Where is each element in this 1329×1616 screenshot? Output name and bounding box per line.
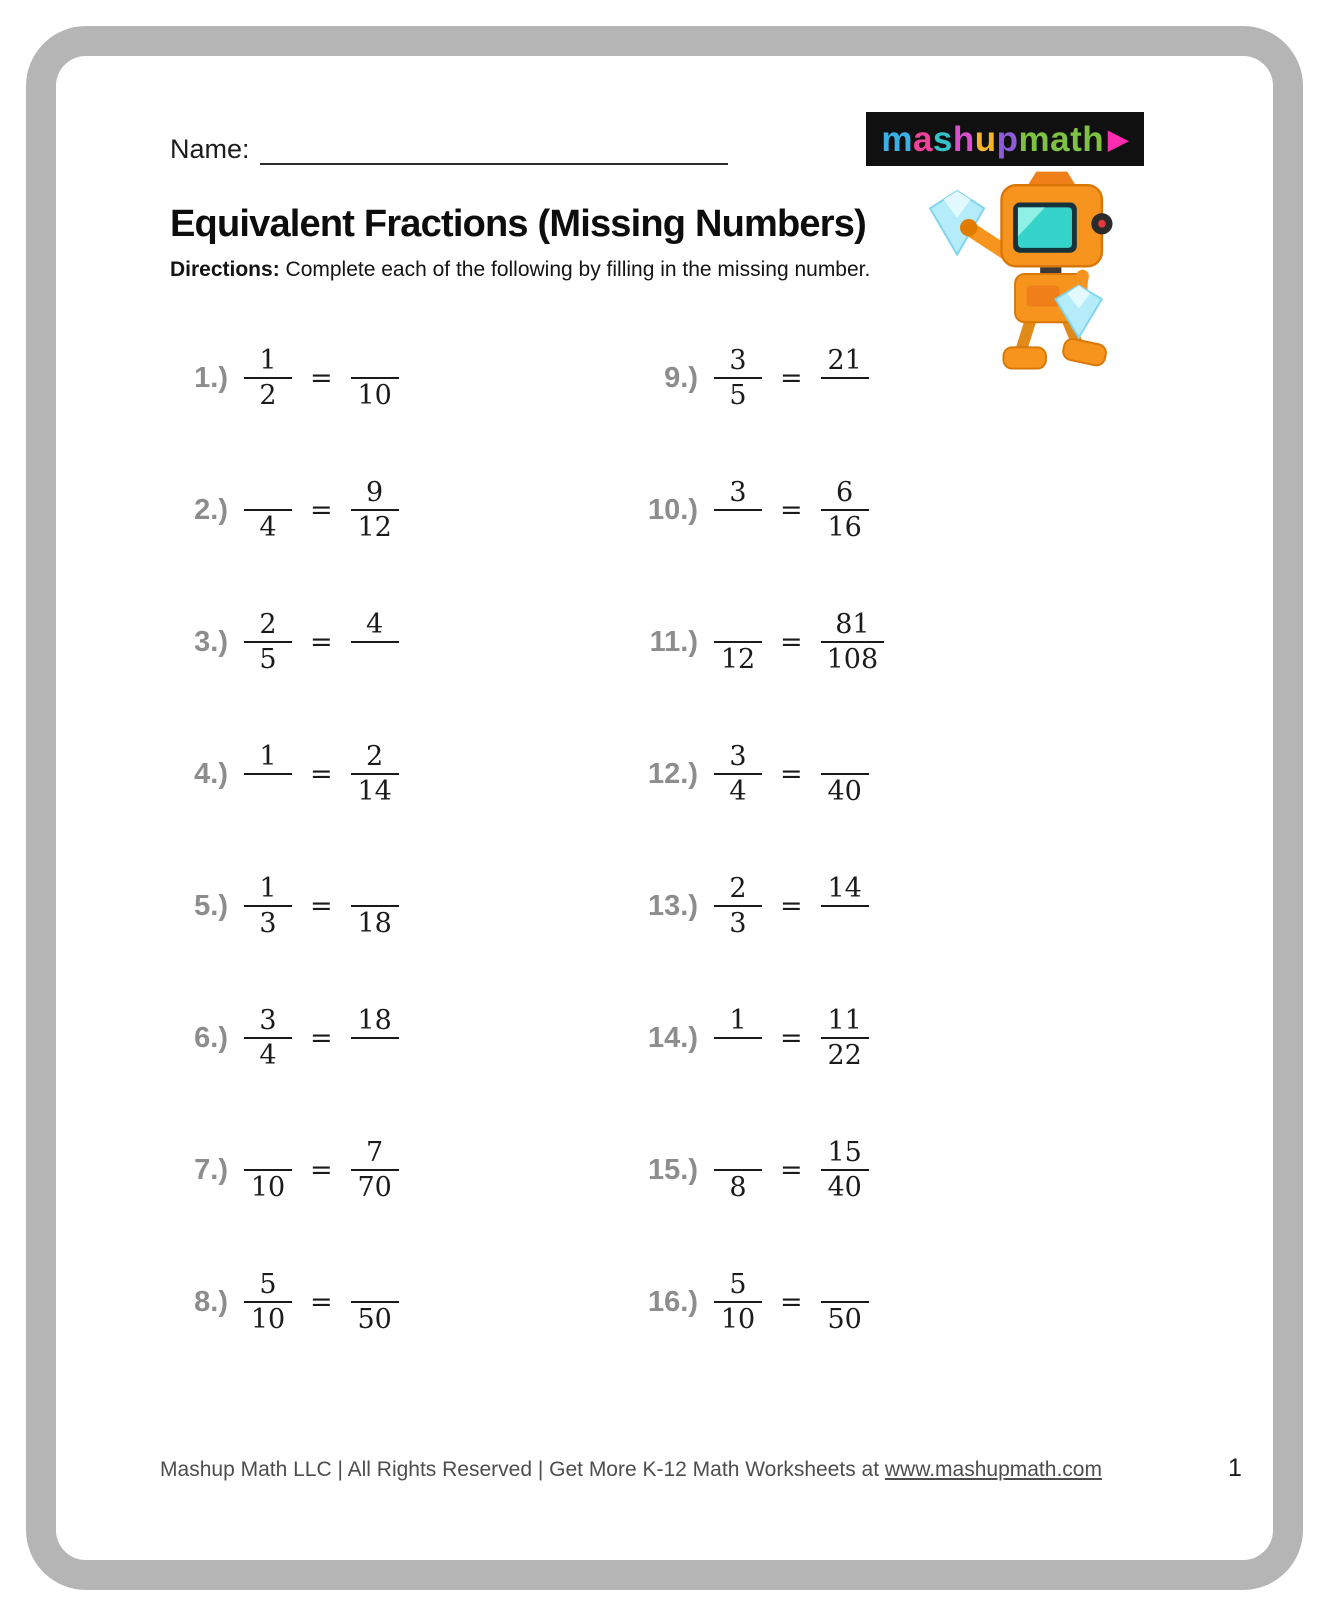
equals-sign: = bbox=[310, 362, 333, 394]
equals-sign: = bbox=[780, 362, 803, 394]
denominator: 4 bbox=[729, 775, 747, 807]
problem-number: 7.) bbox=[194, 1153, 228, 1186]
fraction-left bbox=[244, 476, 292, 544]
numerator: 3 bbox=[729, 344, 747, 376]
fraction-left bbox=[244, 872, 292, 940]
denominator-blank bbox=[839, 907, 851, 940]
numerator: 2 bbox=[259, 608, 277, 640]
problem-number: 6.) bbox=[194, 1021, 228, 1054]
denominator: 3 bbox=[729, 907, 747, 939]
fraction-left bbox=[244, 1136, 292, 1204]
numerator: 14 bbox=[827, 872, 862, 904]
problems-grid bbox=[150, 312, 1180, 1368]
numerator: 1 bbox=[259, 872, 277, 904]
denominator: 70 bbox=[357, 1171, 392, 1203]
numerator: 18 bbox=[357, 1004, 392, 1036]
directions-text: Complete each of the following by filling in the missing number. bbox=[279, 258, 871, 281]
problem-number: 1.) bbox=[194, 361, 228, 394]
numerator-blank bbox=[839, 1268, 851, 1301]
problem-13 bbox=[620, 840, 1180, 972]
fraction-right bbox=[821, 872, 869, 940]
fraction-left bbox=[714, 872, 762, 940]
numerator: 21 bbox=[827, 344, 862, 376]
play-icon: ▶ bbox=[1108, 124, 1129, 154]
fraction-left bbox=[244, 608, 292, 676]
numerator-blank bbox=[369, 872, 381, 905]
equals-sign: = bbox=[310, 626, 333, 658]
denominator: 5 bbox=[259, 643, 277, 675]
fraction-right bbox=[821, 608, 885, 676]
denominator: 10 bbox=[357, 379, 392, 411]
fraction-right bbox=[821, 740, 869, 808]
denominator: 40 bbox=[827, 775, 862, 807]
numerator-blank bbox=[732, 1136, 744, 1169]
name-label: Name: bbox=[170, 134, 250, 164]
numerator: 3 bbox=[259, 1004, 277, 1036]
fraction-left bbox=[244, 740, 292, 808]
numerator: 1 bbox=[259, 740, 277, 772]
fraction-right bbox=[351, 344, 399, 412]
fraction-right bbox=[351, 872, 399, 940]
logo-word-math: math bbox=[1018, 119, 1105, 159]
denominator: 14 bbox=[357, 775, 392, 807]
fraction-right bbox=[351, 740, 399, 808]
problem-number: 2.) bbox=[194, 493, 228, 526]
numerator: 81 bbox=[835, 608, 870, 640]
denominator: 18 bbox=[357, 907, 392, 939]
fraction-right bbox=[351, 608, 399, 676]
fraction-left bbox=[244, 1268, 292, 1336]
denominator: 50 bbox=[827, 1303, 862, 1335]
problem-number: 14.) bbox=[648, 1021, 698, 1054]
equals-sign: = bbox=[310, 494, 333, 526]
equals-sign: = bbox=[780, 1022, 803, 1054]
problem-16 bbox=[620, 1236, 1180, 1368]
denominator: 50 bbox=[357, 1303, 392, 1335]
fraction-right bbox=[821, 1136, 869, 1204]
denominator: 5 bbox=[729, 379, 747, 411]
mashupmath-logo bbox=[866, 112, 1144, 166]
equals-sign: = bbox=[780, 758, 803, 790]
equals-sign: = bbox=[780, 1154, 803, 1186]
logo-letter: h bbox=[952, 119, 975, 159]
denominator-blank bbox=[839, 379, 851, 412]
denominator-blank bbox=[369, 1039, 381, 1072]
numerator: 6 bbox=[836, 476, 854, 508]
problem-11 bbox=[620, 576, 1180, 708]
denominator: 10 bbox=[250, 1303, 286, 1335]
problem-10 bbox=[620, 444, 1180, 576]
fraction-left bbox=[244, 1004, 292, 1072]
problem-number: 16.) bbox=[648, 1285, 698, 1318]
name-blank-line bbox=[260, 135, 728, 165]
problem-8 bbox=[150, 1236, 620, 1368]
problem-9 bbox=[620, 312, 1180, 444]
problem-6 bbox=[150, 972, 620, 1104]
equals-sign: = bbox=[310, 1286, 333, 1318]
denominator: 4 bbox=[259, 1039, 277, 1071]
problem-number: 5.) bbox=[194, 889, 228, 922]
directions bbox=[170, 258, 870, 282]
problem-number: 9.) bbox=[664, 361, 698, 394]
numerator: 3 bbox=[729, 476, 747, 508]
problem-number: 4.) bbox=[194, 757, 228, 790]
problem-number: 3.) bbox=[194, 625, 228, 658]
numerator: 9 bbox=[366, 476, 384, 508]
numerator: 7 bbox=[366, 1136, 384, 1168]
fraction-right bbox=[821, 476, 869, 544]
numerator: 2 bbox=[729, 872, 747, 904]
denominator: 10 bbox=[720, 1303, 756, 1335]
problem-number: 13.) bbox=[648, 889, 698, 922]
logo-letter: s bbox=[932, 119, 953, 159]
denominator-blank bbox=[732, 1039, 744, 1072]
denominator: 22 bbox=[827, 1039, 862, 1071]
numerator-blank bbox=[369, 1268, 381, 1301]
numerator: 4 bbox=[366, 608, 384, 640]
equals-sign: = bbox=[310, 758, 333, 790]
directions-label: Directions: bbox=[170, 258, 280, 281]
denominator: 8 bbox=[729, 1171, 747, 1203]
numerator-blank bbox=[839, 740, 851, 773]
fraction-left bbox=[244, 344, 292, 412]
equals-sign: = bbox=[780, 494, 803, 526]
numerator-blank bbox=[369, 344, 381, 377]
equals-sign: = bbox=[310, 890, 333, 922]
problem-number: 11.) bbox=[649, 625, 698, 658]
name-row bbox=[170, 134, 728, 165]
problem-number: 8.) bbox=[194, 1285, 228, 1318]
problem-1 bbox=[150, 312, 620, 444]
worksheet-title: Equivalent Fractions (Missing Numbers) bbox=[170, 203, 866, 245]
footer-text: Mashup Math LLC | All Rights Reserved | Get More K-12 Math Worksheets at bbox=[160, 1458, 885, 1481]
fraction-left bbox=[714, 1004, 762, 1072]
problem-2 bbox=[150, 444, 620, 576]
denominator: 108 bbox=[826, 643, 879, 675]
fraction-left bbox=[714, 1268, 762, 1336]
denominator: 12 bbox=[357, 511, 392, 543]
equals-sign: = bbox=[780, 626, 803, 658]
numerator-blank bbox=[262, 1136, 274, 1169]
fraction-left bbox=[714, 476, 762, 544]
numerator: 5 bbox=[259, 1268, 277, 1300]
numerator: 3 bbox=[729, 740, 747, 772]
problem-15 bbox=[620, 1104, 1180, 1236]
fraction-left bbox=[714, 608, 762, 676]
denominator: 3 bbox=[259, 907, 277, 939]
denominator: 12 bbox=[720, 643, 756, 675]
problem-3 bbox=[150, 576, 620, 708]
footer-link[interactable]: www.mashupmath.com bbox=[884, 1458, 1102, 1481]
equals-sign: = bbox=[780, 890, 803, 922]
problem-number: 15.) bbox=[648, 1153, 698, 1186]
denominator-blank bbox=[369, 643, 381, 676]
numerator: 1 bbox=[729, 1004, 747, 1036]
fraction-left bbox=[714, 1136, 762, 1204]
fraction-right bbox=[351, 1004, 399, 1072]
equals-sign: = bbox=[310, 1154, 333, 1186]
denominator: 10 bbox=[250, 1171, 286, 1203]
equals-sign: = bbox=[310, 1022, 333, 1054]
numerator-blank bbox=[732, 608, 744, 641]
problem-5 bbox=[150, 840, 620, 972]
logo-letter: a bbox=[912, 119, 933, 159]
fraction-right bbox=[351, 1136, 399, 1204]
denominator: 16 bbox=[827, 511, 862, 543]
logo-letter: m bbox=[881, 119, 913, 159]
fraction-right bbox=[821, 344, 869, 412]
equals-sign: = bbox=[780, 1286, 803, 1318]
footer bbox=[0, 1458, 1262, 1482]
numerator: 15 bbox=[827, 1136, 862, 1168]
denominator: 4 bbox=[259, 511, 277, 543]
problem-number: 12.) bbox=[648, 757, 698, 790]
problem-4 bbox=[150, 708, 620, 840]
fraction-right bbox=[821, 1268, 869, 1336]
fraction-right bbox=[351, 476, 399, 544]
numerator: 2 bbox=[366, 740, 384, 772]
problem-number: 10.) bbox=[648, 493, 698, 526]
denominator-blank bbox=[732, 511, 744, 544]
numerator: 11 bbox=[827, 1004, 862, 1036]
page-number: 1 bbox=[1228, 1454, 1242, 1482]
fraction-left bbox=[714, 740, 762, 808]
fraction-right bbox=[351, 1268, 399, 1336]
fraction-left bbox=[714, 344, 762, 412]
fraction-right bbox=[821, 1004, 869, 1072]
problem-12 bbox=[620, 708, 1180, 840]
denominator: 40 bbox=[827, 1171, 862, 1203]
problem-7 bbox=[150, 1104, 620, 1236]
numerator: 1 bbox=[259, 344, 277, 376]
denominator: 2 bbox=[259, 379, 277, 411]
numerator: 5 bbox=[729, 1268, 747, 1300]
problem-14 bbox=[620, 972, 1180, 1104]
denominator-blank bbox=[262, 775, 274, 808]
numerator-blank bbox=[262, 476, 274, 509]
logo-letter: p bbox=[996, 119, 1019, 159]
logo-letter: u bbox=[974, 119, 997, 159]
